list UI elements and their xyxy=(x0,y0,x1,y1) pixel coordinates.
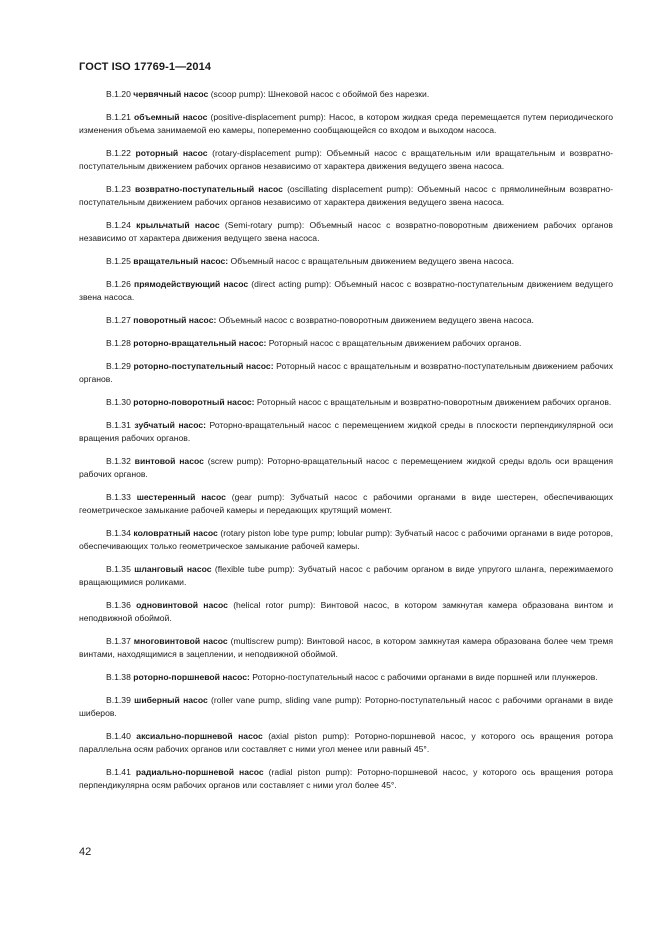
definition-entry xyxy=(79,396,613,409)
entry-definition: (rotary-displacement pump): Объемный насос с вращательным или вращательным и возвратно-поступательным движением рабочих органов независимо от характера движения ведущего звена насоса. xyxy=(79,148,613,171)
entry-number: В.1.35 xyxy=(106,564,131,574)
entry-term: роторно-вращательный насос: xyxy=(133,338,267,348)
entry-definition: (positive-displacement pump): Насос, в котором жидкая среда перемещается путем периодического изменения объема занимаемой ею камеры, попеременно сообщающейся со входом и выходом насоса. xyxy=(79,112,614,135)
entry-definition: (gear pump): Зубчатый насос с рабочими органами в виде шестерен, обеспечивающих геометрическое замыкание рабочей камеры и передающих крутящий момент. xyxy=(79,492,613,515)
entry-term: поворотный насос: xyxy=(133,315,217,325)
entry-number: В.1.25 xyxy=(106,256,131,266)
definition-entry xyxy=(79,730,613,756)
entry-number: В.1.23 xyxy=(106,184,131,194)
entry-number: В.1.29 xyxy=(106,361,131,371)
definition-entry xyxy=(79,491,613,517)
entry-definition: Роторный насос с вращательным и возвратно-поступательным движением рабочих органов. xyxy=(79,361,613,384)
entry-definition: Роторный насос с вращательным и возвратно-поворотным движением рабочих органов. xyxy=(254,397,612,407)
entry-definition: (multiscrew pump): Винтовой насос, в котором замкнутая камера образована более чем тремя винтами, находящимися в зацеплении, и неподвижной обоймой. xyxy=(79,636,614,659)
entry-definition: Роторно-вращательный насос с перемещением жидкой среды в плоскости перпендикулярной оси вращения рабочих органов. xyxy=(79,420,614,443)
entry-definition: (Semi-rotary pump): Объемный насос с возвратно-поворотным движением рабочих органов независимо от характера движения ведущего звена насоса. xyxy=(79,220,613,243)
entry-number: В.1.33 xyxy=(106,492,131,502)
definition-entry xyxy=(79,527,613,553)
entry-definition: (radial piston pump): Роторно-поршневой насос, у которого ось вращения ротора перпендикулярна осям рабочих органов или составляет с ними угол более 45°. xyxy=(79,767,613,790)
entry-number: В.1.24 xyxy=(106,220,131,230)
entry-definition: (screw pump): Роторно-вращательный насос с перемещением жидкой среды вдоль оси вращения рабочих органов. xyxy=(79,456,614,479)
entry-number: В.1.22 xyxy=(106,148,131,158)
entry-term: коловратный насос xyxy=(133,528,218,538)
entry-term: роторно-поступательный насос: xyxy=(133,361,274,371)
definition-entry xyxy=(79,278,613,304)
entry-number: В.1.37 xyxy=(106,636,131,646)
entry-definition: (axial piston pump): Роторно-поршневой насос, у которого ось вращения ротора параллельна осям рабочих органов или составляет с ними угол менее или равный 45°. xyxy=(79,731,613,754)
definition-entry xyxy=(79,563,613,589)
definition-entry xyxy=(79,88,613,101)
entry-definition: (roller vane pump, sliding vane pump): Роторно-поступательный насос с рабочими органами в виде шиберов. xyxy=(79,695,613,718)
entry-definition: (direct acting pump): Объемный насос с возвратно-поступательным движением ведущего звена насоса. xyxy=(79,279,613,302)
entry-number: В.1.28 xyxy=(106,338,131,348)
entry-term: многовинтовой насос xyxy=(133,636,228,646)
definition-entry xyxy=(79,455,613,481)
definition-entry xyxy=(79,219,613,245)
entry-definition: (helical rotor pump): Винтовой насос, в котором замкнутая камера образована винтом и неподвижной обоймой. xyxy=(79,600,613,623)
entry-number: В.1.27 xyxy=(106,315,131,325)
entry-term: радиально-поршневой насос xyxy=(135,767,264,777)
entry-term: шланговый насос xyxy=(134,564,212,574)
definition-entry xyxy=(79,766,613,792)
entry-definition: Роторно-поступательный насос с рабочими органами в виде поршней или плунжеров. xyxy=(249,672,598,682)
definition-entry xyxy=(79,360,613,386)
entry-term: шестеренный насос xyxy=(136,492,226,502)
entry-term: роторно-поворотный насос: xyxy=(133,397,255,407)
entry-term: аксиально-поршневой насос xyxy=(136,731,263,741)
definition-entry xyxy=(79,183,613,209)
entry-definition: (oscillating displacement pump): Объемный насос с прямолинейным возвратно-поступательным движением рабочих органов независимо от характера движения ведущего звена насоса. xyxy=(79,184,613,207)
entry-definition: Роторный насос с вращательным движением рабочих органов. xyxy=(266,338,522,348)
entry-term: вращательный насос: xyxy=(133,256,229,266)
document-header: ГОСТ ISO 17769-1—2014 xyxy=(79,61,212,73)
definition-entry xyxy=(79,419,613,445)
entry-number: В.1.21 xyxy=(106,112,131,122)
entry-term: роторно-поршневой насос: xyxy=(133,672,250,682)
entry-term: крыльчатый насос xyxy=(136,220,220,230)
entry-term: прямодействующий насос xyxy=(134,279,249,289)
entry-definition: (scoop pump): Шнековой насос с обоймой без нарезки. xyxy=(208,89,430,99)
entry-number: В.1.20 xyxy=(106,89,131,99)
entry-definition: Объемный насос с вращательным движением ведущего звена насоса. xyxy=(228,256,514,266)
entry-number: В.1.39 xyxy=(106,695,131,705)
entry-number: В.1.34 xyxy=(106,528,131,538)
definition-entry xyxy=(79,599,613,625)
entry-term: роторный насос xyxy=(135,148,208,158)
page-number: 42 xyxy=(79,846,92,858)
definition-entry xyxy=(79,635,613,661)
definition-entry xyxy=(79,255,613,268)
entry-term: зубчатый насос: xyxy=(134,420,206,430)
definition-entry xyxy=(79,337,613,350)
entry-number: В.1.36 xyxy=(106,600,131,610)
entry-term: одновинтовой насос xyxy=(136,600,228,610)
entry-term: возвратно-поступательный насос xyxy=(134,184,283,194)
definition-entry xyxy=(79,111,613,137)
definition-entry xyxy=(79,671,613,684)
entry-number: В.1.32 xyxy=(106,456,131,466)
definition-entry xyxy=(79,147,613,173)
entry-number: В.1.30 xyxy=(106,397,131,407)
entry-term: шиберный насос xyxy=(134,695,208,705)
entry-definition: (flexible tube pump): Зубчатый насос с рабочим органом в виде упругого шланга, пережимаемого вращающимися роликами. xyxy=(79,564,614,587)
entry-number: В.1.38 xyxy=(106,672,131,682)
definition-entry xyxy=(79,314,613,327)
entry-definition: (rotary piston lobe type pump; lobular pump): Зубчатый насос с рабочими органами в виде роторов, обеспечивающих только геометрическое замыкание рабочей камеры. xyxy=(79,528,613,551)
entry-term: объемный насос xyxy=(134,112,208,122)
entry-number: В.1.26 xyxy=(106,279,131,289)
entry-term: червячный насос xyxy=(133,89,209,99)
entry-number: В.1.40 xyxy=(106,731,131,741)
document-body xyxy=(79,88,613,792)
entry-definition: Объемный насос с возвратно-поворотным движением ведущего звена насоса. xyxy=(216,315,534,325)
entry-number: В.1.41 xyxy=(106,767,131,777)
definition-entry xyxy=(79,694,613,720)
entry-number: В.1.31 xyxy=(106,420,131,430)
entry-term: винтовой насос xyxy=(134,456,204,466)
